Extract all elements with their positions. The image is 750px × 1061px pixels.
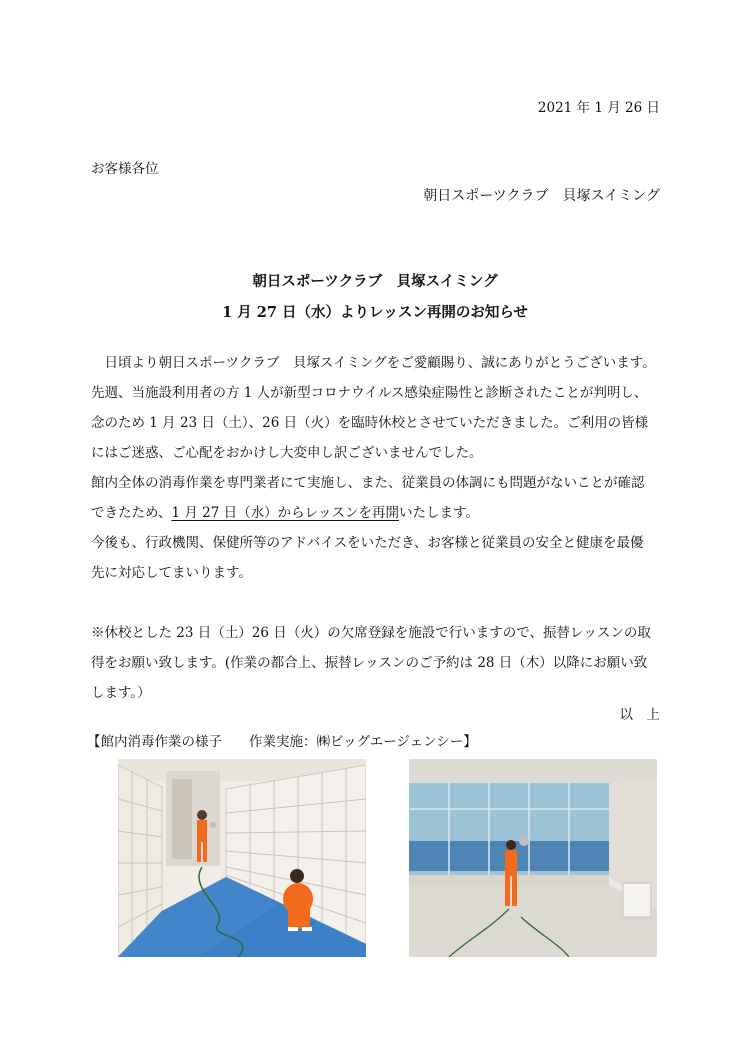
- photo-pool-viewing-area: [409, 759, 657, 957]
- body-line: 先週、当施設利用者の方 1 人が新型コロナウイルス感染症陽性と診断されたことが判明し、: [91, 385, 648, 401]
- body-line: 館内全体の消毒作業を専門業者にて実施し、また、従業員の体調にも問題がないことが確認: [91, 475, 645, 491]
- sender: 朝日スポーツクラブ 貝塚スイミング: [423, 188, 660, 204]
- closing-mark: 以 上: [619, 707, 660, 723]
- note-line: します。）: [91, 685, 151, 701]
- body-line: 先に対応してまいります。: [91, 565, 252, 581]
- note-block: [91, 618, 663, 708]
- body-line: [91, 498, 663, 528]
- resume-date-highlight: 1 月 27 日（水）からレッスンを再開: [171, 505, 399, 521]
- photo-locker-room: [118, 759, 366, 957]
- photo-caption: 【館内消毒作業の様子 作業実施：㈱ビッグエージェンシー】: [87, 734, 477, 750]
- body-line: にはご迷惑、ご心配をおかけし大変申し訳ございませんでした。: [91, 445, 483, 461]
- note-line: ※休校とした 23 日（土）26 日（火）の欠席登録を施設で行いますので、振替レッスンの取: [91, 625, 651, 641]
- body-line: 念のため 1 月 23 日（土）、26 日（火）を臨時休校とさせていただきました。ご利用の皆様: [91, 415, 649, 431]
- recipient: お客様各位: [91, 161, 159, 177]
- title-line-1: 朝日スポーツクラブ 貝塚スイミング: [252, 273, 498, 290]
- note-line: 得をお願い致します。(作業の都合上、振替レッスンのご予約は 28 日（木）以降にお願い致: [91, 655, 648, 671]
- body-text-segment: できたため、: [91, 505, 172, 521]
- body-line: 日頃より朝日スポーツクラブ 貝塚スイミングをご愛顧賜り、誠にありがとうございます。: [91, 355, 656, 371]
- body-line: 今後も、行政機関、保健所等のアドバイスをいただき、お客様と従業員の安全と健康を最優: [91, 535, 644, 551]
- body-text-segment: いたします。: [398, 505, 479, 521]
- title-line-2: 1 月 27 日（水）よりレッスン再開のお知らせ: [222, 304, 528, 321]
- document-date: 2021 年 1 月 26 日: [537, 100, 660, 116]
- notice-body: [91, 348, 663, 588]
